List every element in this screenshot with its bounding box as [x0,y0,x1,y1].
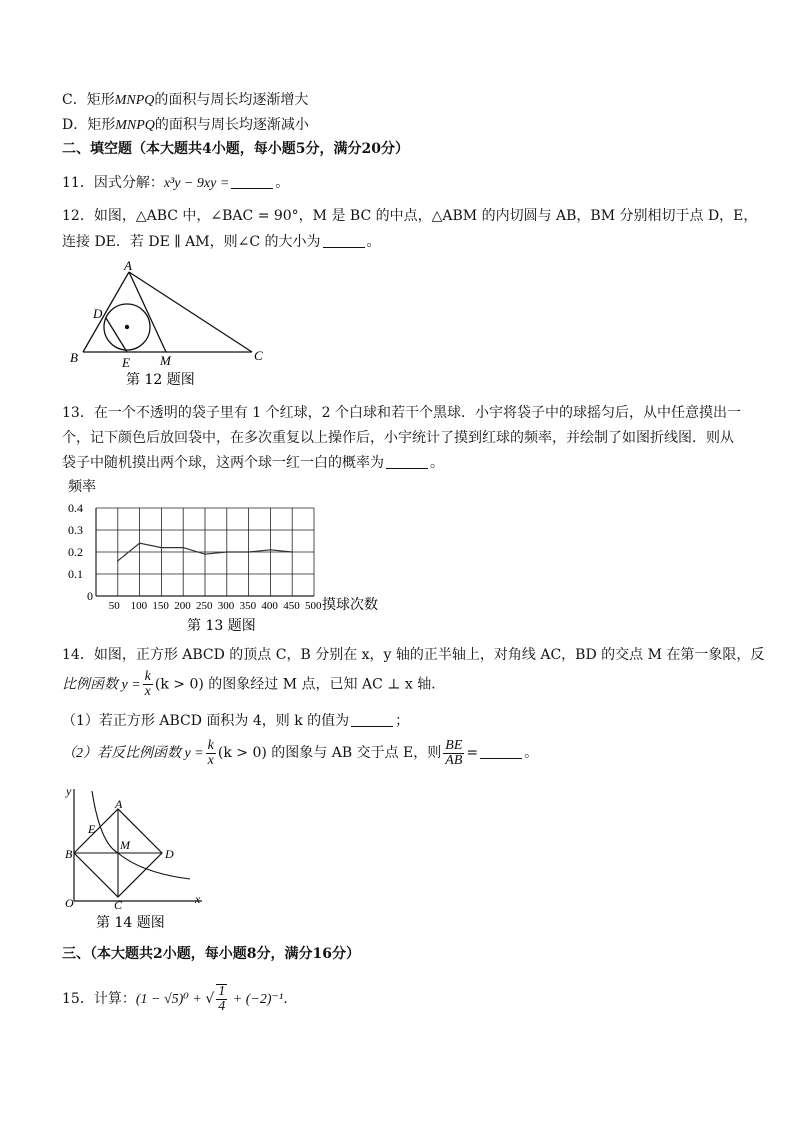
q14-sub-2 [62,737,538,770]
q14-sub-2-fraction-num: k [207,737,214,753]
q14-label-o: O [65,896,74,910]
chart-y-tick-label: 0.2 [68,545,83,559]
q13-line-3 [62,453,444,473]
q15-sqrt-sign: √ [205,991,215,1007]
q13-line-2: 个，记下颜色后放回袋中，在多次重复以上操作后，小宇统计了摸到红球的频率，并绘制了如图折线图．则从 [62,430,734,446]
q12-caption: 第 12 题图 [126,372,195,388]
q14-label-b: B [65,847,73,861]
section-3-heading: 三、（本大题共2小题，每小题8分，满分16分） [62,946,360,962]
q14-line-2-rest: (k > 0) 的图象经过 M 点，已知 AC ⊥ x 轴． [154,676,446,693]
chart-x-tick-label: 350 [239,600,257,612]
chart-y-label: 频率 [68,479,96,495]
q14-sub-1-blank[interactable] [351,712,393,727]
q14-sub-2-equals: = [466,745,479,761]
q14-sub-2-lhs: （2）若反比例函数 y = [62,746,204,761]
q12-incircle-center [125,325,129,329]
q12-line-2-text: 连接 DE．若 DE ∥ AM，则∠C 的大小为 [62,234,321,250]
q15-sqrt-num: 1 [218,984,226,999]
q14-fraction-den: x [144,684,151,699]
q14-caption: 第 14 题图 [96,915,165,931]
q14-hyperbola [92,791,190,879]
option-c-prefix: C．矩形 [62,92,115,108]
q12-label-b: B [70,350,78,365]
q13-line-1: 13．在一个不透明的袋子里有 1 个红球，2 个白球和若干个黑球．小宇将袋子中的球摇匀后，从中任意摸出一 [62,405,741,421]
q14-label-e: E [88,822,96,836]
q15-sqrt-fraction [216,984,227,1014]
q13-answer-blank[interactable] [386,454,428,469]
q15-sqrt-den: 4 [218,999,226,1014]
q14-label-d: D [165,847,174,861]
q13-line-chart [62,478,392,638]
q14-line-2 [62,670,445,700]
q14-label-m: M [120,838,130,852]
q12-label-c: C [254,348,263,363]
q13-line-3-end: 。 [430,455,444,471]
q15-expression-a: (1 − √5)⁰ + [135,992,206,1007]
q12-figure [62,258,272,388]
chart-y-tick-label: 0.3 [68,523,83,537]
chart-x-tick-label: 150 [152,600,169,612]
option-d [62,115,309,136]
q12-line-2-end: 。 [366,234,381,250]
q14-sub-2-end: 。 [524,745,539,761]
q14-sub-2-blank[interactable] [480,744,522,759]
chart-y-tick-label: 0 [87,589,93,603]
chart-ticks [68,501,322,612]
q11-end: 。 [275,175,290,191]
q14-label-c: C [114,898,123,912]
q14-sub-1 [62,711,409,731]
q11-answer-blank[interactable] [231,174,273,189]
q14-fraction-num: k [144,669,151,684]
option-d-prefix: D．矩形 [62,117,116,133]
q14-line-1: 14．如图，正方形 ABCD 的顶点 C，B 分别在 x，y 轴的正半轴上，对角线 AC，BD 的交点 M 在第一象限，反 [62,647,765,663]
q14-function-lhs: 比例函数 y = [62,677,141,693]
q12-line-2 [62,232,381,252]
q14-label-y: y [66,784,72,798]
section-2-heading: 二、填空题（本大题共4小题，每小题5分，满分20分） [62,141,409,157]
q15-prefix: 15．计算： [62,991,136,1007]
q12-label-e: E [122,355,130,370]
chart-x-label: 摸球次数 [322,597,378,613]
option-c-var: MNPQ [114,93,155,108]
q12-line-1: 12．如图，△ABC 中，∠BAC = 90°，M 是 BC 的中点，△ABM 的内切圆与 AB，BM 分别相切于点 D，E， [62,208,758,224]
chart-x-tick-label: 300 [217,600,235,612]
q14-sub-1-end: ； [395,713,410,729]
q12-answer-blank[interactable] [323,233,365,248]
q13-caption: 第 13 题图 [187,618,256,634]
q12-label-d: D [93,306,103,321]
chart-x-tick-label: 500 [305,600,322,612]
q12-label-m: M [160,353,171,368]
q14-label-x: x [195,892,201,906]
chart-x-tick-label: 100 [130,600,148,612]
chart-x-tick-label: 200 [174,600,191,612]
q14-sub-1-text: （1）若正方形 ABCD 面积为 4，则 k 的值为 [62,713,350,729]
q15-expression-b: + (−2)⁻¹． [229,992,298,1007]
q14-ratio-num: BE [445,737,463,753]
chart-x-tick-label: 250 [196,600,213,612]
option-c [62,90,308,111]
question-11 [62,173,289,194]
option-c-suffix: 的面积与周长均逐渐增大 [154,92,309,108]
q11-prefix: 11．因式分解： [62,175,164,191]
q14-sub-2-fraction [206,739,216,768]
chart-x-tick-label: 50 [108,600,120,612]
q12-label-a: A [124,258,132,273]
q14-ratio-den: AB [445,752,463,768]
question-15 [62,983,297,1016]
chart-y-tick-label: 0.4 [68,501,83,515]
option-d-var: MNPQ [115,118,155,133]
q14-sub-2-fraction-den: x [207,752,214,768]
chart-y-tick-label: 0.1 [68,567,83,581]
q14-sub-2-text: (k > 0) 的图象与 AB 交于点 E，则 [217,745,442,761]
chart-x-tick-label: 450 [283,600,300,612]
chart-x-tick-label: 400 [261,600,278,612]
q14-label-a: A [115,797,123,811]
q12-segment-ab [83,272,129,352]
q14-fraction [143,670,153,699]
q11-expression: x³y − 9xy = [163,176,230,191]
option-d-suffix: 的面积与周长均逐渐减小 [154,117,309,133]
q14-ratio-fraction [443,739,464,768]
q13-line-3-text: 袋子中随机摸出两个球，这两个球一红一白的概率为 [62,455,384,471]
q14-figure [62,783,212,935]
